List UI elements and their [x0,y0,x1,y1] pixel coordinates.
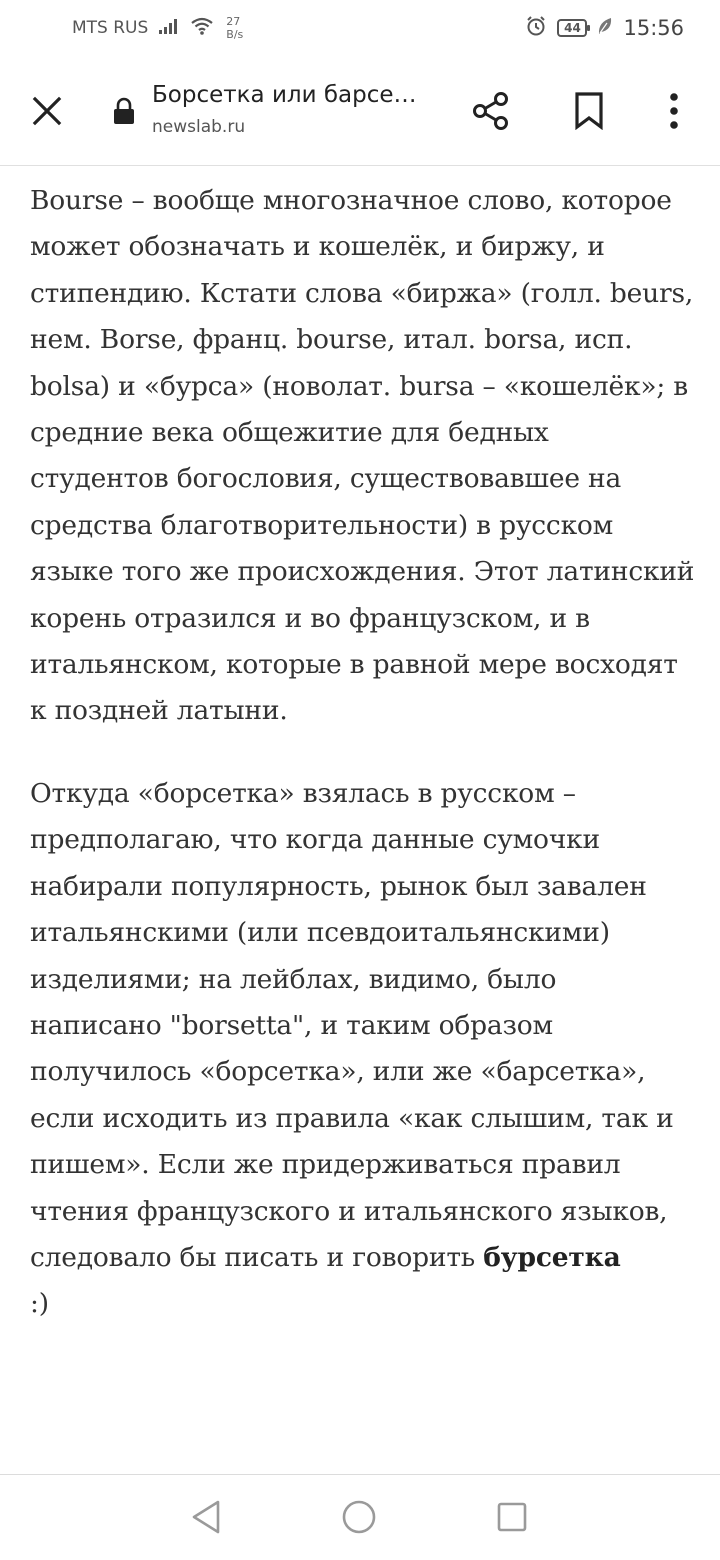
title-block[interactable] [152,78,442,140]
net-speed-value: 27 [226,15,241,28]
recents-icon [496,1501,528,1533]
share-button[interactable] [468,88,514,134]
article-paragraph: Bourse – вообще многозначное слово, которое может обозначать и кошелёк, и биржу, и стипендию. Кстати слова «биржа» (голл. beurs, нем. Borse, франц. bourse, итал. borsa, исп. bolsa) и «бурса» (новолат. bursa – «кошелёк»; в средние века общежитие для бедных студентов богословия, существовавшее на средства благотворительности) в русском языке того же происхождения. Этот латинский корень отразился и во французском, и в итальянском, которые в равной мере восходят к поздней латыни. [30,185,695,727]
more-vert-icon [669,93,679,129]
lock-icon [112,96,136,126]
net-speed [226,15,243,41]
close-icon [32,96,62,126]
bookmark-icon [574,92,604,130]
close-button[interactable] [26,90,68,132]
bookmark-button[interactable] [566,88,612,134]
signal-icon [158,17,180,40]
system-nav-bar [0,1474,720,1560]
home-icon [341,1499,377,1535]
battery-level: 44 [564,21,581,35]
status-right [525,15,684,42]
share-icon [471,91,511,131]
carrier-label: MTS RUS [72,18,149,38]
battery-icon [557,19,587,37]
browser-toolbar [0,56,720,166]
net-speed-unit: B/s [226,28,244,41]
bold-word: бурсетка [483,1241,621,1273]
status-left [72,15,243,41]
back-button[interactable] [188,1499,224,1535]
recents-button[interactable] [494,1499,530,1535]
wifi-icon [190,17,214,40]
alarm-icon [525,15,547,42]
paragraph-text: Откуда «борсетка» взялась в русском – предполагаю, что когда данные сумочки набирали популярность, рынок был завален итальянскими (или псевдоитальянскими) изделиями; на лейблах, видимо, было написано "borsetta", и таким образом получилось «борсетка», или же «барсетка», если исходить из правила «как слышим, так и пишем». Если же придерживаться правил чтения французского и итальянского языков, следовало бы писать и говорить [30,777,674,1273]
leaf-icon [597,16,613,41]
smiley-text: :) [30,1288,49,1320]
page-domain: newslab.ru [152,117,246,137]
status-bar [0,0,720,56]
article-paragraph [30,771,695,1328]
home-button[interactable] [341,1499,377,1535]
more-menu-button[interactable] [654,88,694,134]
page-title: Борсетка или барсе… [152,82,417,108]
article-content [30,178,695,1328]
back-icon [190,1499,222,1535]
clock: 15:56 [623,16,684,40]
